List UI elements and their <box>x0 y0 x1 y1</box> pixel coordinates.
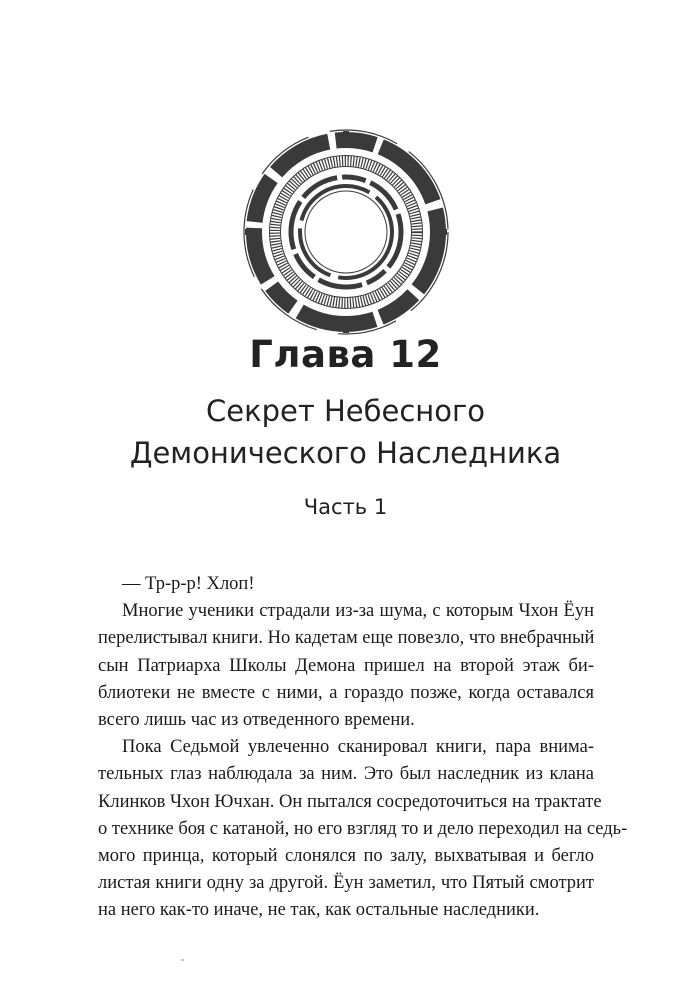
text-line: блиотеки не вместе с ними, а гораздо позже, когда оставался <box>98 682 594 703</box>
text-line: всего лишь час из отведенного времени. <box>98 709 415 730</box>
text-line: перелистывал книги. Но кадетам еще повезло, что внебрачный <box>98 628 595 649</box>
text-line: тельных глаз наблюдала за ним. Это был наследник из клана <box>98 764 594 785</box>
text-line: мого принца, который слонялся по залу, выхватывая и бегло <box>98 845 594 866</box>
chapter-title: Глава 12 <box>249 333 442 376</box>
chapter-subtitle <box>0 390 691 474</box>
text-line: о технике боя с катаной, но его взгляд то и дело переходил на седь- <box>98 818 628 839</box>
text-line: Многие ученики страдали из-за шума, с которым Чхон Ёун <box>122 601 594 622</box>
text-line: на него как-то иначе, не так, как остальные наследники. <box>98 900 540 921</box>
text-line: листая книги одну за другой. Ёун заметил, что Пятый смотрит <box>98 873 594 894</box>
subtitle-line: Демонического Наследника <box>129 436 562 470</box>
body-text <box>98 571 628 924</box>
subtitle-line: Секрет Небесного <box>206 394 485 428</box>
chapter-emblem-icon <box>240 126 452 338</box>
text-line: Клинков Чхон Ючхан. Он пытался сосредоточиться на трактате <box>98 791 602 812</box>
text-line: Пока Седьмой увлеченно сканировал книги, пара внима- <box>122 737 594 758</box>
scan-speck <box>181 959 184 961</box>
text-line: сын Патриарха Школы Демона пришел на второй этаж би- <box>98 655 594 676</box>
text-line: — Тр-р-р! Хлоп! <box>122 574 255 594</box>
part-heading: Часть 1 <box>303 495 388 519</box>
